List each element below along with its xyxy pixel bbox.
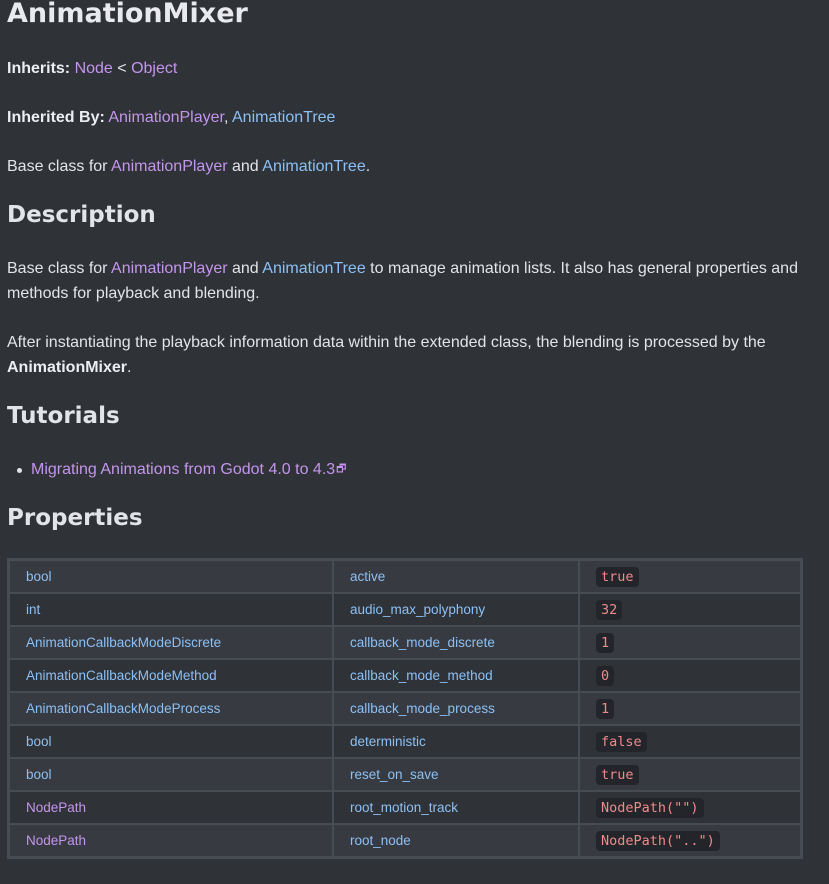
property-name-cell — [333, 824, 579, 858]
property-type-cell — [9, 626, 334, 659]
external-link-icon: 🗗 — [336, 463, 347, 475]
property-type-cell — [9, 758, 334, 791]
page-title: AnimationMixer — [7, 0, 248, 29]
desc-link-animationtree[interactable]: AnimationTree — [262, 260, 366, 277]
property-default-value: 1 — [596, 699, 614, 719]
properties-table — [7, 558, 803, 859]
property-name-link[interactable]: audio_max_polyphony — [350, 602, 486, 617]
property-default-value: false — [596, 732, 647, 752]
property-type-cell — [9, 791, 334, 824]
property-default-value: NodePath("") — [596, 798, 704, 818]
table-row — [9, 791, 802, 824]
brief-description — [7, 154, 807, 179]
table-row — [9, 626, 802, 659]
property-default-cell — [579, 692, 802, 725]
brief-suffix: . — [365, 158, 371, 175]
inherited-by-link-animationplayer[interactable]: AnimationPlayer — [108, 109, 224, 126]
property-default-cell — [579, 725, 802, 758]
table-row — [9, 824, 802, 858]
property-type-cell — [9, 659, 334, 692]
table-row — [9, 725, 802, 758]
property-name-link[interactable]: root_node — [350, 833, 411, 848]
property-default-cell — [579, 593, 802, 626]
desc-p2-end: . — [127, 359, 132, 376]
description-paragraph-1 — [7, 256, 807, 306]
property-type-link[interactable]: AnimationCallbackModeDiscrete — [26, 635, 222, 650]
description-paragraph-2 — [7, 330, 807, 380]
inherits-grandparent-link[interactable]: Object — [131, 60, 178, 77]
property-name-cell — [333, 758, 579, 791]
property-type-link[interactable]: int — [26, 602, 41, 617]
desc-p1-and: and — [232, 260, 259, 277]
tutorial-link-migrating-animations[interactable]: Migrating Animations from Godot 4.0 to 4.3 — [31, 461, 336, 478]
inherits-parent-link[interactable]: Node — [74, 60, 113, 77]
property-type-cell — [9, 725, 334, 758]
inherits-line — [7, 56, 807, 81]
table-row — [9, 593, 802, 626]
property-name-link[interactable]: callback_mode_discrete — [350, 635, 495, 650]
inherited-by-separator: , — [223, 109, 229, 126]
table-row — [9, 659, 802, 692]
brief-prefix: Base class for — [7, 158, 108, 175]
property-default-value: NodePath("..") — [596, 831, 720, 851]
property-default-value: 0 — [596, 666, 614, 686]
property-name-cell — [333, 593, 579, 626]
brief-link-animationplayer[interactable]: AnimationPlayer — [111, 158, 228, 175]
property-default-cell — [579, 824, 802, 858]
property-type-link[interactable]: NodePath — [26, 833, 87, 848]
property-name-link[interactable]: root_motion_track — [350, 800, 459, 815]
inherited-by-link-animationtree[interactable]: AnimationTree — [232, 109, 336, 126]
list-item — [7, 457, 347, 482]
property-default-value: true — [596, 567, 639, 587]
property-name-link[interactable]: active — [350, 569, 386, 584]
property-default-value: 1 — [596, 633, 614, 653]
property-name-link[interactable]: callback_mode_method — [350, 668, 493, 683]
desc-p2-text: After instantiating the playback information data within the extended class, the blending is processed by the — [7, 334, 766, 351]
property-name-cell — [333, 626, 579, 659]
property-type-link[interactable]: bool — [26, 734, 52, 749]
table-row — [9, 560, 802, 594]
property-default-value: 32 — [596, 600, 622, 620]
property-name-cell — [333, 560, 579, 594]
property-name-cell — [333, 791, 579, 824]
desc-p1-prefix: Base class for — [7, 260, 108, 277]
brief-link-animationtree[interactable]: AnimationTree — [262, 158, 366, 175]
table-row — [9, 692, 802, 725]
property-default-cell — [579, 626, 802, 659]
inherits-separator: < — [117, 60, 127, 77]
property-type-link[interactable]: AnimationCallbackModeProcess — [26, 701, 221, 716]
tutorials-list — [7, 457, 347, 482]
property-type-cell — [9, 593, 334, 626]
property-name-link[interactable]: deterministic — [350, 734, 426, 749]
inherited-by-line — [7, 105, 807, 130]
property-type-cell — [9, 560, 334, 594]
property-type-cell — [9, 692, 334, 725]
property-type-link[interactable]: NodePath — [26, 800, 87, 815]
property-name-cell — [333, 725, 579, 758]
desc-p2-bold: AnimationMixer — [7, 359, 128, 376]
property-default-cell — [579, 560, 802, 594]
desc-link-animationplayer[interactable]: AnimationPlayer — [111, 260, 228, 277]
property-type-link[interactable]: bool — [26, 569, 52, 584]
property-default-value: true — [596, 765, 639, 785]
property-name-cell — [333, 692, 579, 725]
inherited-by-label: Inherited By: — [7, 109, 105, 126]
inherits-label: Inherits: — [7, 60, 71, 77]
property-type-link[interactable]: bool — [26, 767, 52, 782]
brief-and: and — [232, 158, 259, 175]
desc-p1-rest: to manage animation lists. It also has general properties and methods for playback and blending. — [7, 260, 798, 302]
property-default-cell — [579, 791, 802, 824]
property-default-cell — [579, 659, 802, 692]
property-name-cell — [333, 659, 579, 692]
property-name-link[interactable]: callback_mode_process — [350, 701, 495, 716]
property-default-cell — [579, 758, 802, 791]
tutorials-heading: Tutorials — [7, 403, 120, 429]
table-row — [9, 758, 802, 791]
property-type-link[interactable]: AnimationCallbackModeMethod — [26, 668, 217, 683]
property-name-link[interactable]: reset_on_save — [350, 767, 439, 782]
description-heading: Description — [7, 202, 156, 228]
properties-heading: Properties — [7, 505, 143, 531]
property-type-cell — [9, 824, 334, 858]
